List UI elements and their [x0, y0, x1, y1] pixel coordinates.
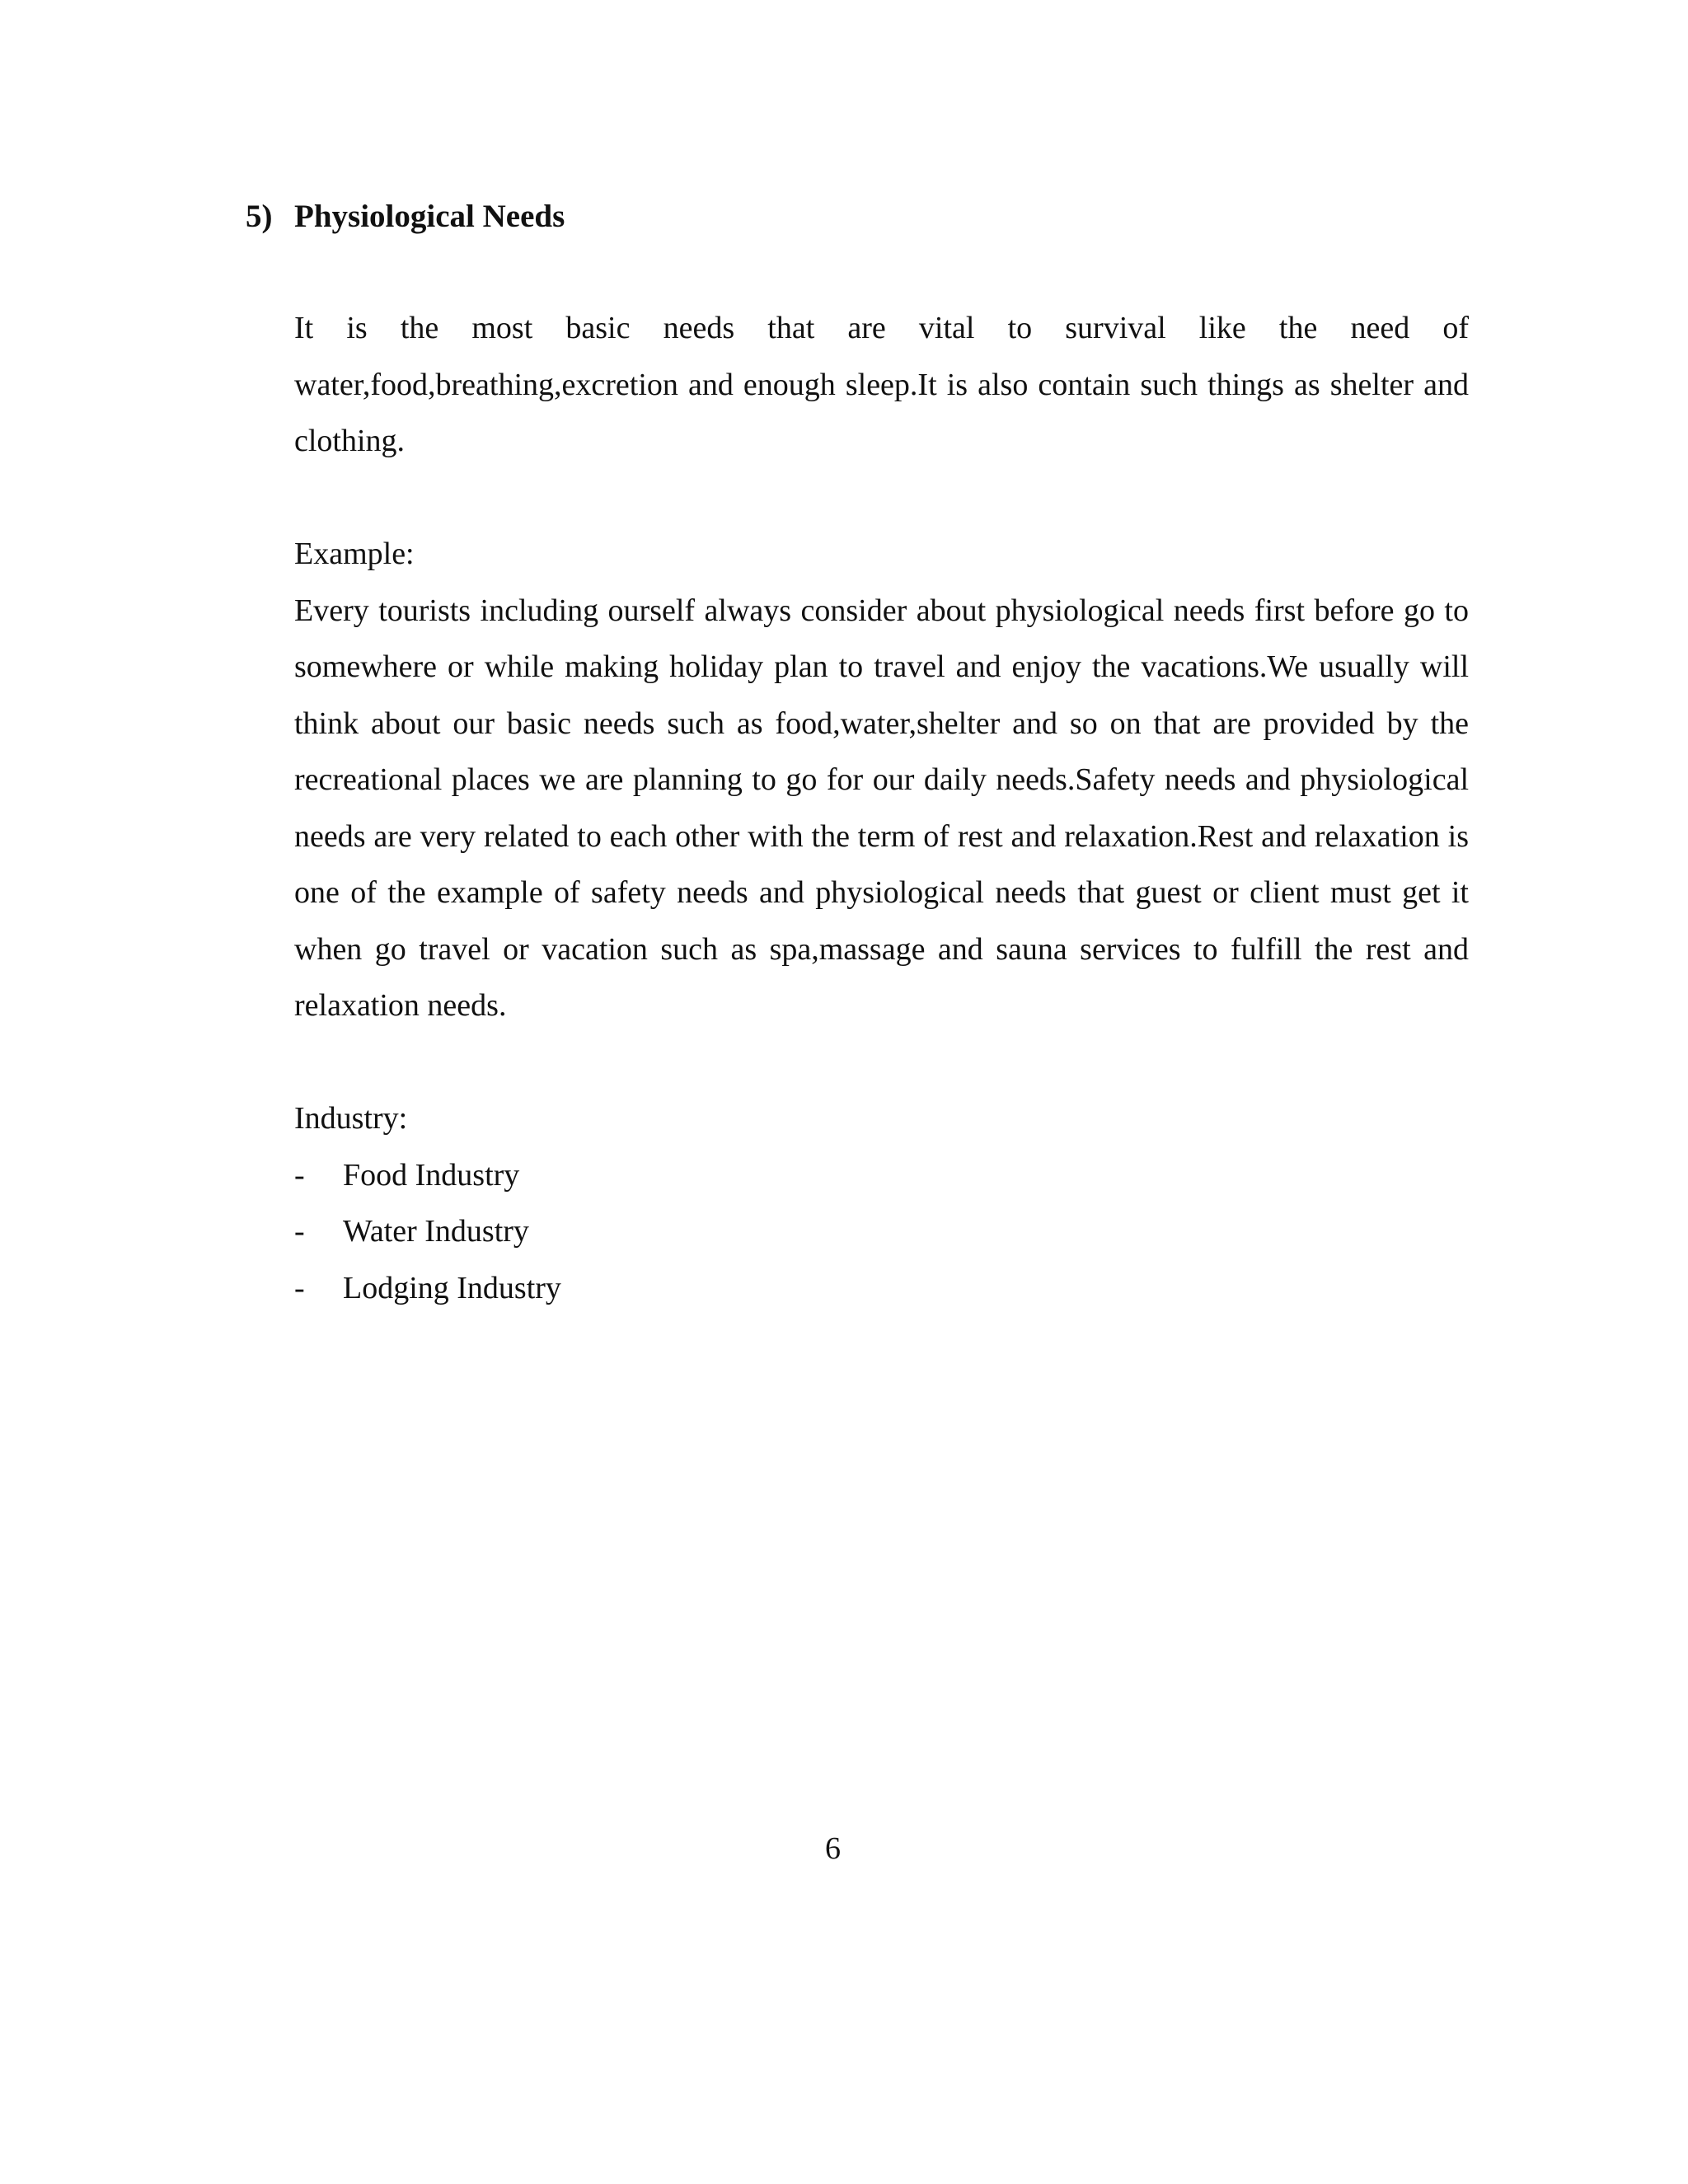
industry-item-label: Water Industry [343, 1214, 529, 1249]
bullet-dash: - [294, 1270, 305, 1305]
industry-block [294, 1090, 1469, 1316]
example-block [294, 526, 1469, 1034]
intro-block [294, 300, 1469, 470]
page-number: 6 [825, 1831, 841, 1866]
list-item [294, 1260, 1469, 1317]
industry-label: Industry: [294, 1101, 408, 1136]
section-number: 5) [246, 199, 273, 234]
section-title: Physiological Needs [294, 199, 565, 234]
example-label: Example: [294, 537, 415, 571]
industry-item-label: Lodging Industry [343, 1270, 561, 1305]
intro-paragraph: It is the most basic needs that are vital to survival like the need of water,food,breathing,excretion and enough sleep.It is also contain such things as shelter and clothing. [294, 311, 1469, 458]
list-item [294, 1147, 1469, 1204]
list-item [294, 1203, 1469, 1260]
industry-item-label: Food Industry [343, 1157, 520, 1193]
industry-list [294, 1147, 1469, 1317]
section-heading [246, 196, 565, 237]
example-paragraph: Every tourists including ourself always consider about physiological needs first before go to somewhere or while making holiday plan to travel and enjoy the vacations.We usually will think about our basic needs such as food,water,shelter and so on that are provided by the recreational places we are planning to go for our daily needs.Safety needs and physiological needs are very related to each other with the term of rest and relaxation.Rest and relaxation is one of the example of safety needs and physiological needs that guest or client must get it when go travel or vacation such as spa,massage and sauna services to fulfill the rest and relaxation needs. [294, 593, 1469, 1023]
bullet-dash: - [294, 1214, 305, 1249]
bullet-dash: - [294, 1157, 305, 1193]
